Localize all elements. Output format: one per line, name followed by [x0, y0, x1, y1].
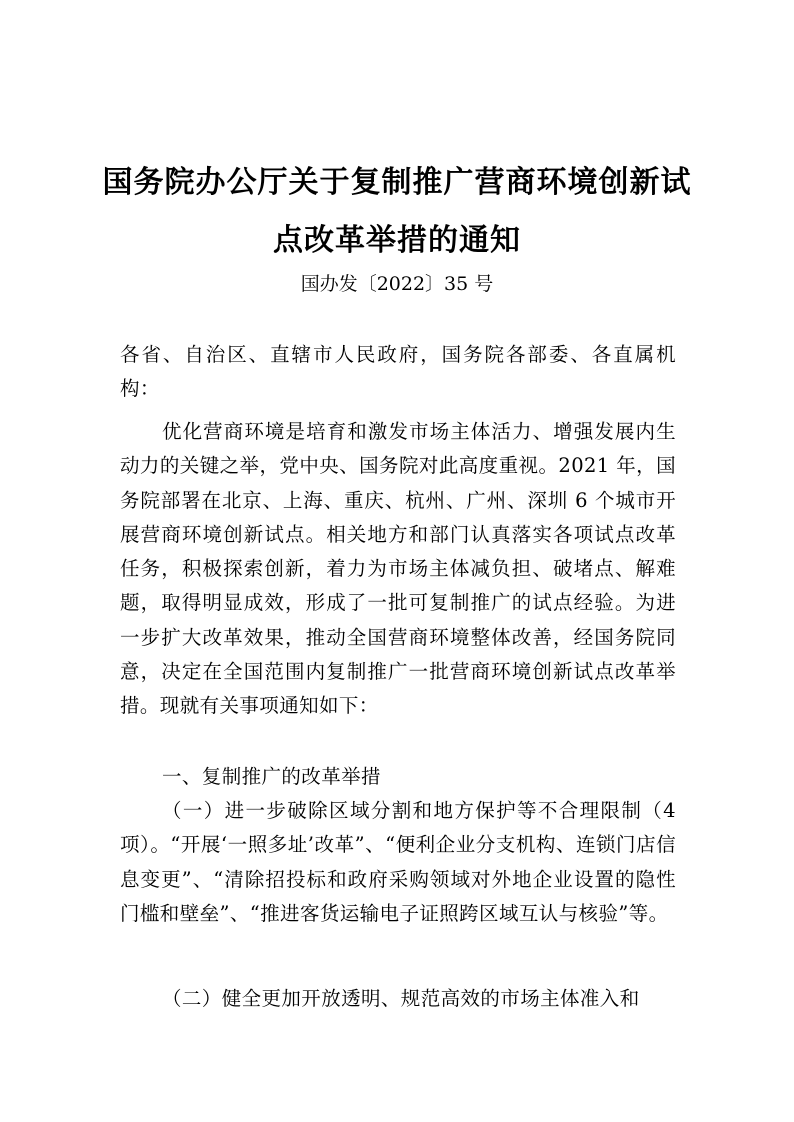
document-title-line-1: 国务院办公厅关于复制推广营商环境创新试 [102, 165, 692, 200]
section-item-1: （一）进一步破除区域分割和地方保护等不合理限制（4项）。“开展‘一照多址’改革”、“便利企业分支机构、连锁门店信息变更”、“清除招投标和政府采购领域对外地企业设置的隐性门槛和壁垒”、“推进客货运输电子证照跨区域互认与核验”等。 [120, 799, 676, 925]
intro-paragraph: 优化营商环境是培育和激发市场主体活力、增强发展内生动力的关键之举，党中央、国务院对此高度重视。2021 年，国务院部署在北京、上海、重庆、杭州、广州、深圳 6 个城市开展营商环境创新试点。相关地方和部门认真落实各项试点改革任务，积极探索创新，着力为市场主体减负担、破堵点、解难题，取得明显成效，形成了一批可复制推广的试点经验。为进一步扩大改革效果，推动全国营商环境整体改善，经国务院同意，决定在全国范围内复制推广一批营商环境创新试点改革举措。现就有关事项通知如下： [120, 420, 676, 718]
section-heading-1: 一、复制推广的改革举措 [162, 765, 381, 788]
document-number: 国办发〔2022〕35 号 [300, 273, 494, 295]
addressee-paragraph: 各省、自治区、直辖市人民政府，国务院各部委、各直属机构： [120, 343, 676, 401]
document-title-line-2: 点改革举措的通知 [273, 223, 521, 258]
section-item-2: （二）健全更加开放透明、规范高效的市场主体准入和 [162, 987, 640, 1010]
